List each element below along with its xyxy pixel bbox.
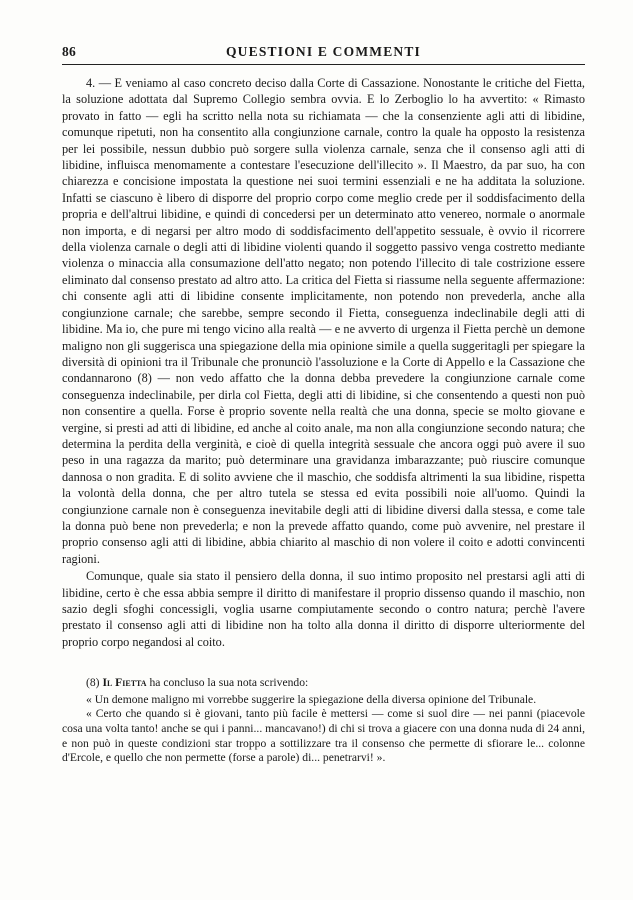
footnote-quote: « Certo che quando si è giovani, tanto più facile è mettersi — come si suol dire — nei panni (piacevole cosa una volta tanto! anche se qui i panni... mancavano!) di chi si trova a giacere con una donna nuda di 24 anni, e non può in queste condizioni star troppo a sottilizzare tra il consenso che permette di sfiorare le... colonne d'Ercole, e quello che non permette (forse a parole) di... penetrarvi! ». [62, 707, 585, 765]
footnote-marker: (8) [86, 676, 100, 690]
footnote-author: Il Fietta [102, 676, 147, 690]
paragraph: Comunque, quale sia stato il pensiero della donna, il suo intimo proposito nel prestarsi agli atti di libidine, certo è che essa abbia sempre il diritto di manifestare il proprio dissenso quando il maschio, non sazio degli sfoghi concessigli, voglia usarne compiutamente secondo o contro natura; perchè l'avere prestato il consenso agli atti di libidine non ha tolto alla donna il diritto di disporre ulteriormente del proprio corpo negandosi al coito. [62, 569, 585, 649]
footnote-8 [62, 676, 585, 691]
running-title: QUESTIONI E COMMENTI [225, 44, 422, 59]
page-number: 86 [62, 44, 77, 59]
paragraph: 4. — E veniamo al caso concreto deciso dalla Corte di Cassazione. Nonostante le critiche del Fietta, la soluzione adottata dal Supremo Collegio sembra ovvia. E lo Zerboglio lo ha avvertito: « Rimasto provato in fatto — egli ha scritto nella nota su richiamata — che la consenziente agli atti di libidine, comunque ripetuti, non ha consentito alla congiunzione carnale, contro la quale ha opposto la resistenza per lei possibile, nessun dubbio può sorgere sulla violenza carnale, senza che il consenso agli atti di libidine, influisca menomamente a contestare l'esecuzione dell'illecito ». Il Maestro, da par suo, ha con chiarezza e concisione impostata la questione nei suoi termini essenziali e ne ha additata la soluzione. Infatti se ciascuno è libero di disporre del proprio corpo come meglio crede per il soddisfacimento della propria e dell'altrui libidine, e quindi di concedersi per un determinato atto venereo, normale o anormale non importa, e di negarsi per altro modo di soddisfacimento dell'appetito sessuale, è ovvio il ricorrere della violenza carnale o degli atti di libidine violenti quando il soggetto passivo venga costretto mediante violenza o minaccia alla consumazione dell'atto negato; non potendo l'illecito di tale costrizione essere eliminato dal consenso prestato ad altro atto. La critica del Fietta si riassume nella seguente affermazione: chi consente agli atti di libidine consente implicitamente, non potendo non prevederla, anche alla congiunzione carnale; che sarebbe, sempre secondo il Fietta, conseguenza indeclinabile degli atti di libidine. Ma io, che pure mi tengo vicino alla realtà — e ne avverto di urgenza il Fietta perchè un demone maligno non gli suggerisca una spiegazione della mia opinione simile a quella suggeritagli per spiegare la diversità di opinioni tra il Tribunale che pronunciò l'assoluzione e la Corte di Appello e la Cassazione che condannarono (8) — non vedo affatto che la donna debba prevedere la congiunzione carnale come conseguenza indeclinabile, per dirla col Fietta, degli atti di libidine, si che consentendo a questi non può non consentire a quella. Forse è proprio sovente nella realtà che una donna, specie se molto giovane e vergine, si presti ad atti di libidine, ed anche al coito anale, ma non alla congiunzione secondo natura; che determina la perdita della verginità, e cioè di quella integrità sessuale che ancora oggi può avere il suo peso in una ragazza da marito; può determinare una gravidanza imbarazzante; può riuscire comunque dannosa o non gradita. E di solito avviene che il maschio, che soddisfa altrimenti la sua libidine, rispetta la volontà della donna, che per altro tutela se stessa ed evita possibili noie all'uomo. Quindi la congiunzione carnale non è conseguenza inevitabile degli atti di libidine diversi dalla stessa, e come tale la donna può bene non prevederla; e non la prevede affatto quando, come può avvenire, nel prestare il proprio consenso agli atti di libidine, abbia chiarito al maschio di non volere il coito e adotti convincenti ragioni. [62, 76, 585, 566]
header-rule [62, 64, 585, 65]
footnote-quote: « Un demone maligno mi vorrebbe suggerire la spiegazione della diversa opinione del Tribunale. [86, 692, 537, 706]
page-header [62, 42, 585, 64]
footnote-lead-text: ha concluso la sua nota scrivendo: [149, 676, 309, 690]
footnotes [62, 676, 585, 766]
body-text [62, 75, 585, 650]
